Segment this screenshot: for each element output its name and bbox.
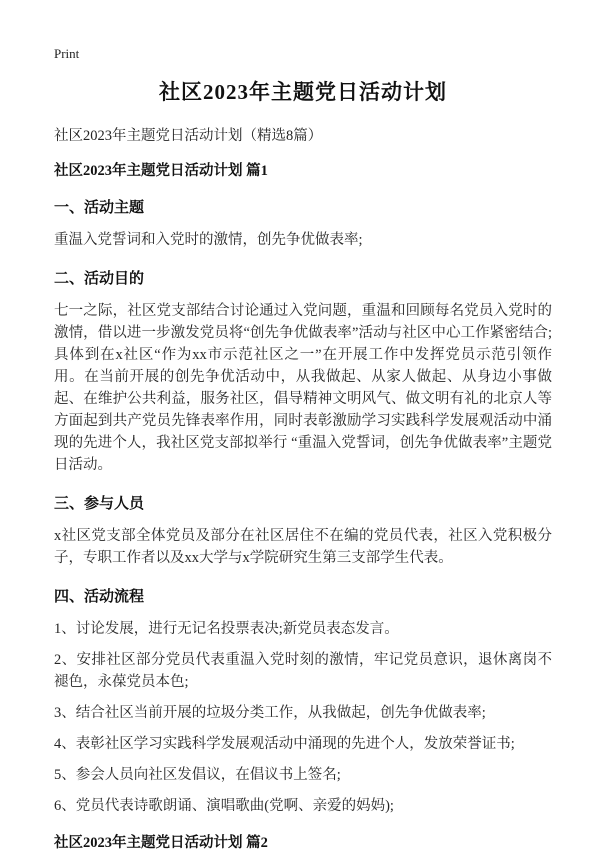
heading-participants: 三、参与人员	[54, 496, 145, 512]
paragraph-activity-purpose: 七一之际，社区党支部结合讨论通过入党问题，重温和回顾每名党员入党时的激情，借以进一步激发党员将“创先争优做表率”活动与社区中心工作紧密结合;具体到在x社区“作为xx市示范社区之一”在开展工作中发挥党员示范引领作用。在当前开展的创先争优活动中，从我做起、从家人做起、从身边小事做起、在维护公共利益，服务社区，倡导精神文明风气、做文明有礼的北京人等方面起到共产党员先锋表率作用，同时表彰激励学习实践科学发展观活动中涌现的先进个人，我社区党支部拟举行 “重温入党誓词，创先争优做表率”主题党日活动。	[54, 303, 552, 473]
process-item-3: 3、结合社区当前开展的垃圾分类工作，从我做起，创先争优做表率;	[54, 705, 486, 721]
paragraph-participants: x社区党支部全体党员及部分在社区居住不在编的党员代表，社区入党积极分子，专职工作者以及xx大学与x学院研究生第三支部学生代表。	[54, 528, 552, 566]
heading-activity-process: 四、活动流程	[54, 589, 145, 605]
process-item-2: 2、安排社区部分党员代表重温入党时刻的激情，牢记党员意识，退休离岗不褪色，永葆党员本色;	[54, 652, 552, 690]
part1-title: 社区2023年主题党日活动计划 篇1	[54, 163, 268, 179]
process-item-1: 1、讨论发展，进行无记名投票表决;新党员表态发言。	[54, 621, 399, 637]
page-title: 社区2023年主题党日活动计划	[159, 80, 447, 104]
doc-subtitle: 社区2023年主题党日活动计划（精选8篇）	[54, 128, 323, 144]
process-item-6: 6、党员代表诗歌朗诵、演唱歌曲(党啊、亲爱的妈妈);	[54, 798, 394, 814]
heading-activity-theme: 一、活动主题	[54, 200, 145, 216]
heading-activity-purpose: 二、活动目的	[54, 271, 145, 287]
process-item-4: 4、表彰社区学习实践科学发展观活动中涌现的先进个人，发放荣誉证书;	[54, 736, 515, 752]
print-link[interactable]: Print	[54, 46, 80, 61]
part2-title: 社区2023年主题党日活动计划 篇2	[54, 835, 268, 851]
paragraph-activity-theme: 重温入党誓词和入党时的激情，创先争优做表率;	[54, 232, 363, 248]
process-item-5: 5、参会人员向社区发倡议，在倡议书上签名;	[54, 767, 341, 783]
